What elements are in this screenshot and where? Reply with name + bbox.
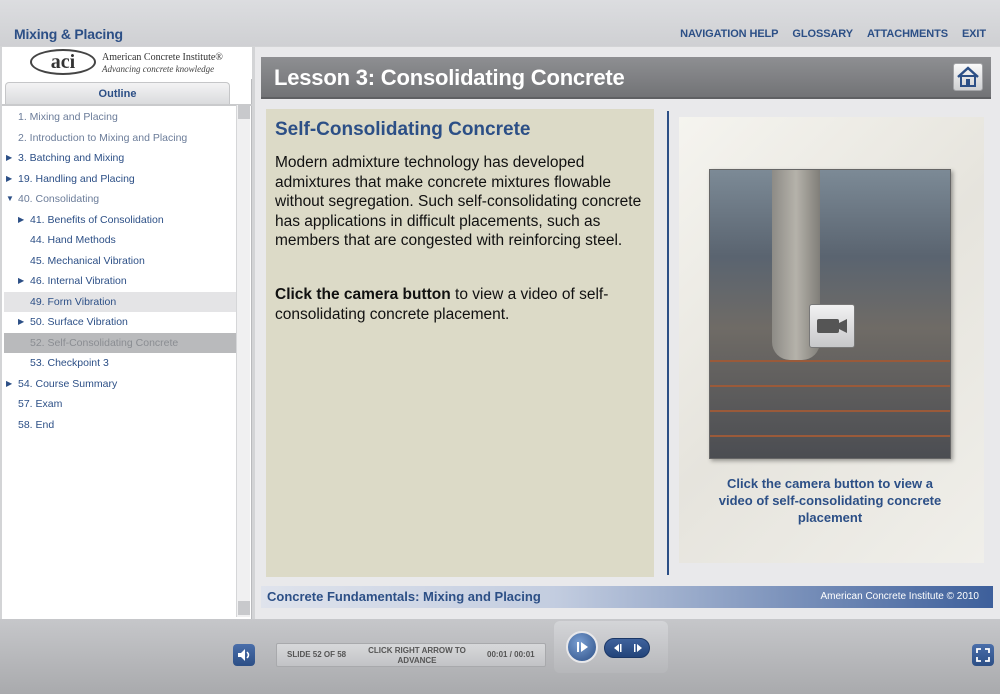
attachments-link[interactable]: ATTACHMENTS	[866, 28, 948, 40]
volume-icon	[233, 644, 255, 666]
outline-item[interactable]	[4, 148, 236, 169]
copyright: American Concrete Institute © 2010	[820, 591, 979, 602]
outline-item[interactable]	[4, 107, 236, 128]
expand-arrow-icon[interactable]: ▶	[6, 153, 13, 162]
outline-item-label: 1. Mixing and Placing	[18, 111, 118, 123]
outline-item[interactable]	[4, 251, 236, 272]
outline-item[interactable]	[4, 189, 236, 210]
outline-list	[4, 107, 236, 435]
outline-item[interactable]	[4, 394, 236, 415]
media-panel	[679, 117, 984, 563]
scroll-up-button[interactable]	[238, 105, 250, 119]
instruction-bold: Click the camera button	[275, 286, 451, 303]
aci-logo	[2, 47, 252, 79]
rebar-line	[710, 360, 951, 362]
outline-item-label: 40. Consolidating	[18, 193, 100, 205]
rebar-line	[710, 385, 951, 387]
rebar-line	[710, 410, 951, 412]
home-button[interactable]	[953, 63, 983, 91]
lesson-title: Lesson 3: Consolidating Concrete	[274, 65, 625, 90]
expand-arrow-icon[interactable]: ▶	[18, 276, 25, 285]
outline-divider	[2, 104, 252, 106]
panel-divider	[667, 111, 669, 575]
top-bar	[0, 0, 1000, 46]
outline-item-label: 53. Checkpoint 3	[30, 357, 109, 369]
outline-item-label: 58. End	[18, 418, 55, 431]
prev-icon	[605, 639, 628, 657]
outline-item[interactable]	[4, 312, 236, 333]
expand-arrow-icon[interactable]: ▶	[18, 214, 25, 224]
expand-arrow-icon[interactable]: ▶	[6, 173, 13, 183]
outline-item-label: 46. Internal Vibration	[30, 275, 127, 287]
main-content	[255, 47, 1000, 619]
navigation-help-link[interactable]: NAVIGATION HELP	[680, 28, 779, 40]
camera-icon	[810, 305, 854, 347]
aci-logo-tagline: Advancing concrete knowledge	[102, 64, 215, 74]
app-title: Mixing & Placing	[14, 26, 123, 42]
player-status	[276, 643, 546, 667]
rebar-line	[710, 435, 951, 437]
advance-hint: CLICK RIGHT ARROW TO ADVANCE	[368, 646, 466, 665]
outline-item[interactable]	[4, 271, 236, 292]
lesson-header	[261, 57, 991, 99]
instruction-paragraph	[275, 285, 650, 324]
outline-item[interactable]	[4, 292, 236, 313]
outline-item[interactable]	[4, 353, 236, 374]
text-panel	[266, 109, 654, 577]
outline-item[interactable]	[4, 128, 236, 149]
outline-item-label: 2. Introduction to Mixing and Placing	[18, 131, 188, 144]
expanded-arrow-icon[interactable]: ▼	[6, 194, 14, 203]
slide-nav	[604, 638, 650, 658]
next-slide-button[interactable]	[628, 639, 651, 657]
section-title: Self-Consolidating Concrete	[275, 119, 531, 140]
home-icon	[954, 64, 982, 90]
fullscreen-icon	[972, 644, 994, 666]
next-icon	[628, 639, 651, 657]
volume-button[interactable]	[233, 644, 255, 666]
outline-scrollbar[interactable]	[236, 105, 250, 617]
outline-item[interactable]	[4, 374, 236, 395]
intro-paragraph: Modern admixture technology has developed admixtures that make concrete mixtures flowable without segregation. Such self-consolidating concrete has applications in difficult placements, such as members that are congested with reinforcing steel.	[275, 154, 642, 249]
sidebar	[2, 47, 252, 619]
play-pause-button[interactable]	[566, 631, 598, 663]
outline-item[interactable]	[4, 210, 236, 231]
concrete-pour-photo	[709, 169, 951, 459]
player-controls	[554, 621, 668, 673]
expand-arrow-icon[interactable]: ▶	[6, 378, 13, 388]
play-pause-icon	[568, 633, 596, 661]
outline-tab[interactable]: Outline	[5, 82, 230, 104]
course-footer	[261, 586, 993, 608]
outline-item-label: 52. Self-Consolidating Concrete	[30, 336, 179, 349]
outline-item-label: 57. Exam	[18, 398, 63, 410]
outline-item-label: 19. Handling and Placing	[18, 172, 135, 185]
exit-link[interactable]: EXIT	[961, 28, 986, 40]
outline-item-label: 45. Mechanical Vibration	[30, 254, 145, 267]
outline-item-label: 50. Surface Vibration	[30, 316, 128, 328]
scroll-down-button[interactable]	[238, 601, 250, 615]
time-display: 00:01 / 00:01	[487, 650, 535, 659]
aci-logo-name: American Concrete Institute®	[102, 52, 223, 63]
outline-item-label: 54. Course Summary	[18, 377, 118, 390]
slide-counter: SLIDE 52 OF 58	[287, 650, 347, 659]
glossary-link[interactable]: GLOSSARY	[792, 28, 853, 40]
course-name: Concrete Fundamentals: Mixing and Placing	[267, 589, 541, 604]
top-nav	[680, 28, 986, 40]
camera-button[interactable]	[809, 304, 855, 348]
outline-item[interactable]	[4, 333, 236, 354]
outline-item-label: 3. Batching and Mixing	[18, 152, 125, 164]
fullscreen-button[interactable]	[972, 644, 994, 666]
outline-item-label: 41. Benefits of Consolidation	[30, 213, 164, 226]
photo-caption: Click the camera button to view a video of self-consolidating concrete placement	[718, 476, 942, 525]
outline-item[interactable]	[4, 169, 236, 190]
player-bar	[0, 619, 1000, 694]
expand-arrow-icon[interactable]: ▶	[18, 317, 25, 326]
prev-slide-button[interactable]	[605, 639, 628, 657]
outline-item-label: 44. Hand Methods	[30, 234, 116, 246]
aci-logo-mark: aci	[30, 49, 96, 75]
outline-item-label: 49. Form Vibration	[30, 295, 117, 308]
outline-item[interactable]	[4, 415, 236, 436]
outline-item[interactable]	[4, 230, 236, 251]
instruction-rest: to view a video of self-consolidating concrete placement.	[275, 286, 609, 323]
